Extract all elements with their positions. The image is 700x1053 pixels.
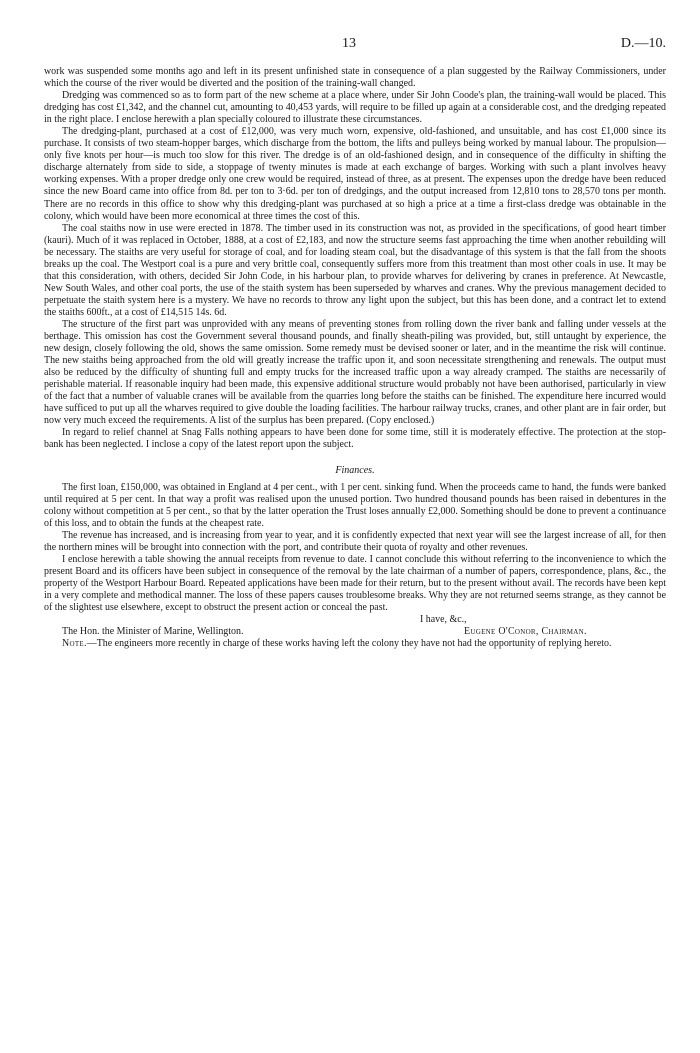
- paragraph: The coal staiths now in use were erected in 1878. The timber used in its construction was not, as provided in the specifications, of good heart timber (kauri). Much of it was replaced in October, 1888, at a cost of £2,183, and now the structure seems fast approaching the time when another rebuilding will be necessary. The staiths are very useful for storage of coal, and for loading steam coal, but the disadvantage of this system is that the fall from the shoots breaks up the coal. The Westport coal is a pure and very brittle coal, consequently suffers more from this treatment than most other coals in use. It may be that this consideration, with others, decided Sir John Code, in his harbour plan, to provide wharves for delivering by cranes in preference. At Newcastle, New South Wales, and other coal ports, the use of the staith system has been superseded by wharves and cranes. Why the previous management decided to perpetuate the staith system here is a mystery. We have no records to throw any light upon the subject, but this has been done, and a contract let to extend the staiths 600ft., at a cost of £14,515 14s. 6d.: [44, 222, 666, 318]
- signature: Eugene O'Conor, Chairman.: [464, 626, 587, 638]
- letter-closing: [44, 614, 666, 638]
- document-body: [44, 66, 666, 650]
- paragraph: The structure of the first part was unprovided with any means of preventing stones from rolling down the river bank and falling under vessels at the berthage. This omission has cost the Government several thousand pounds, and finally sheath-piling was provided, but, still untaught by experience, the new design, closely following the old, shows the same omission. Some remedy must be devised sooner or later, and in the meantime the risk will continue. The new staiths being approached from the old will greatly increase the traffic upon it, and soon necessitate strengthening and renewals. The output must also be reduced by the difficulty of shunting full and empty trucks for the increased traffic upon a way already cramped. The staiths are necessarily of perishable material. If reasonable inquiry had been made, this expensive additional structure would probably not have been authorised, particularly in view of the fact that a number of valuable cranes will be available from the quarries long before the staiths can be finished. The expenditure here incurred would have sufficed to put up all the wharves required to give double the loading facilities. The harbour railway trucks, cranes, and other plant are in fair order, but now very much exceed the requirements. A list of the surplus has been prepared. (Copy enclosed.): [44, 318, 666, 427]
- document-reference: D.—10.: [620, 36, 666, 51]
- paragraph: The dredging-plant, purchased at a cost of £12,000, was very much worn, expensive, old-fashioned, and unsuitable, and has cost £1,000 since its purchase. It consists of two steam-hopper barges, which discharge from the bottom, the lifts and pulleys being worked by manual labour. The propulsion—only five knots per hour—is much too slow for this river. The dredge is of an old-fashioned design, and in consequence of the difficulty in shifting the discharge alternately from side to side, a stoppage of twenty minutes is made at each exchange of barges. Working with such a plant involves heavy working expenses. With a proper dredge only one crew would be required, instead of three, as at present. The expenses upon the dredge have been reduced since the new Board came into office from 8d. per ton to 3·6d. per ton of dredgings, and the output increased from 12,810 tons to 28,570 tons per month. There are no records in this office to show why this dredging-plant was purchased at so high a price at a time a first-class dredge was obtainable in the colony, which would have been more economical at three times the cost of this.: [44, 126, 666, 222]
- paragraph: The first loan, £150,000, was obtained in England at 4 per cent., with 1 per cent. sinking fund. When the proceeds came to hand, the funds were banked until required at 5 per cent. In that way a profit was realised upon the unused portion. Two hundred thousand pounds has been raised in debentures in the colony without competition at 5 per cent., so that by the latter operation the Trust loses annually £2,000. Something should be done to prevent a continuance of this loss, and to obtain the funds at the cheapest rate.: [44, 481, 666, 529]
- salutation: I have, &c.,: [420, 614, 467, 626]
- note-label: Note.: [62, 638, 87, 650]
- paragraph: The revenue has increased, and is increasing from year to year, and it is confidently expected that next year will see the largest increase of all, for then the northern mines will be brought into connection with the port, and contribute their quota of royalty and other revenues.: [44, 529, 666, 553]
- page-header: [44, 36, 666, 54]
- addressee: The Hon. the Minister of Marine, Wellington.: [62, 626, 244, 638]
- note-text: —The engineers more recently in charge of these works having left the colony they have not had the opportunity of replying hereto.: [86, 638, 612, 650]
- note: [44, 638, 666, 650]
- paragraph: In regard to relief channel at Snag Falls nothing appears to have been done for some time, still it is moderately effective. The protection at the stop-bank has been neglected. I inclose a copy of the latest report upon the subject.: [44, 427, 666, 451]
- page-number: 13: [342, 36, 356, 51]
- paragraph: work was suspended some months ago and left in its present unfinished state in consequence of a plan suggested by the Railway Commissioners, under which the course of the river would be diverted and the position of the training-wall changed.: [44, 66, 666, 90]
- section-heading-finances: Finances.: [335, 464, 375, 476]
- paragraph: Dredging was commenced so as to form part of the new scheme at a place where, under Sir John Coode's plan, the training-wall would be placed. This dredging has cost £1,342, and the channel cut, amounting to 40,453 yards, will require to be filled up again at a considerable cost, and the dredging repeated in the right place. I enclose herewith a plan specially coloured to illustrate these circumstances.: [44, 90, 666, 126]
- paragraph: I enclose herewith a table showing the annual receipts from revenue to date. I cannot conclude this without referring to the inconvenience to which the present Board and its officers have been subject in consequence of the removal by the late chairman of a number of papers, correspondence, plans, &c., the property of the Westport Harbour Board. Repeated applications have been made for their return, but to the present without avail. The records have been kept in a very complete and methodical manner. The loss of these papers causes troublesome breaks. Why they are not returned seems strange, as they cannot be of the slightest use elsewhere, except to obstruct the present action or conceal the past.: [44, 553, 666, 614]
